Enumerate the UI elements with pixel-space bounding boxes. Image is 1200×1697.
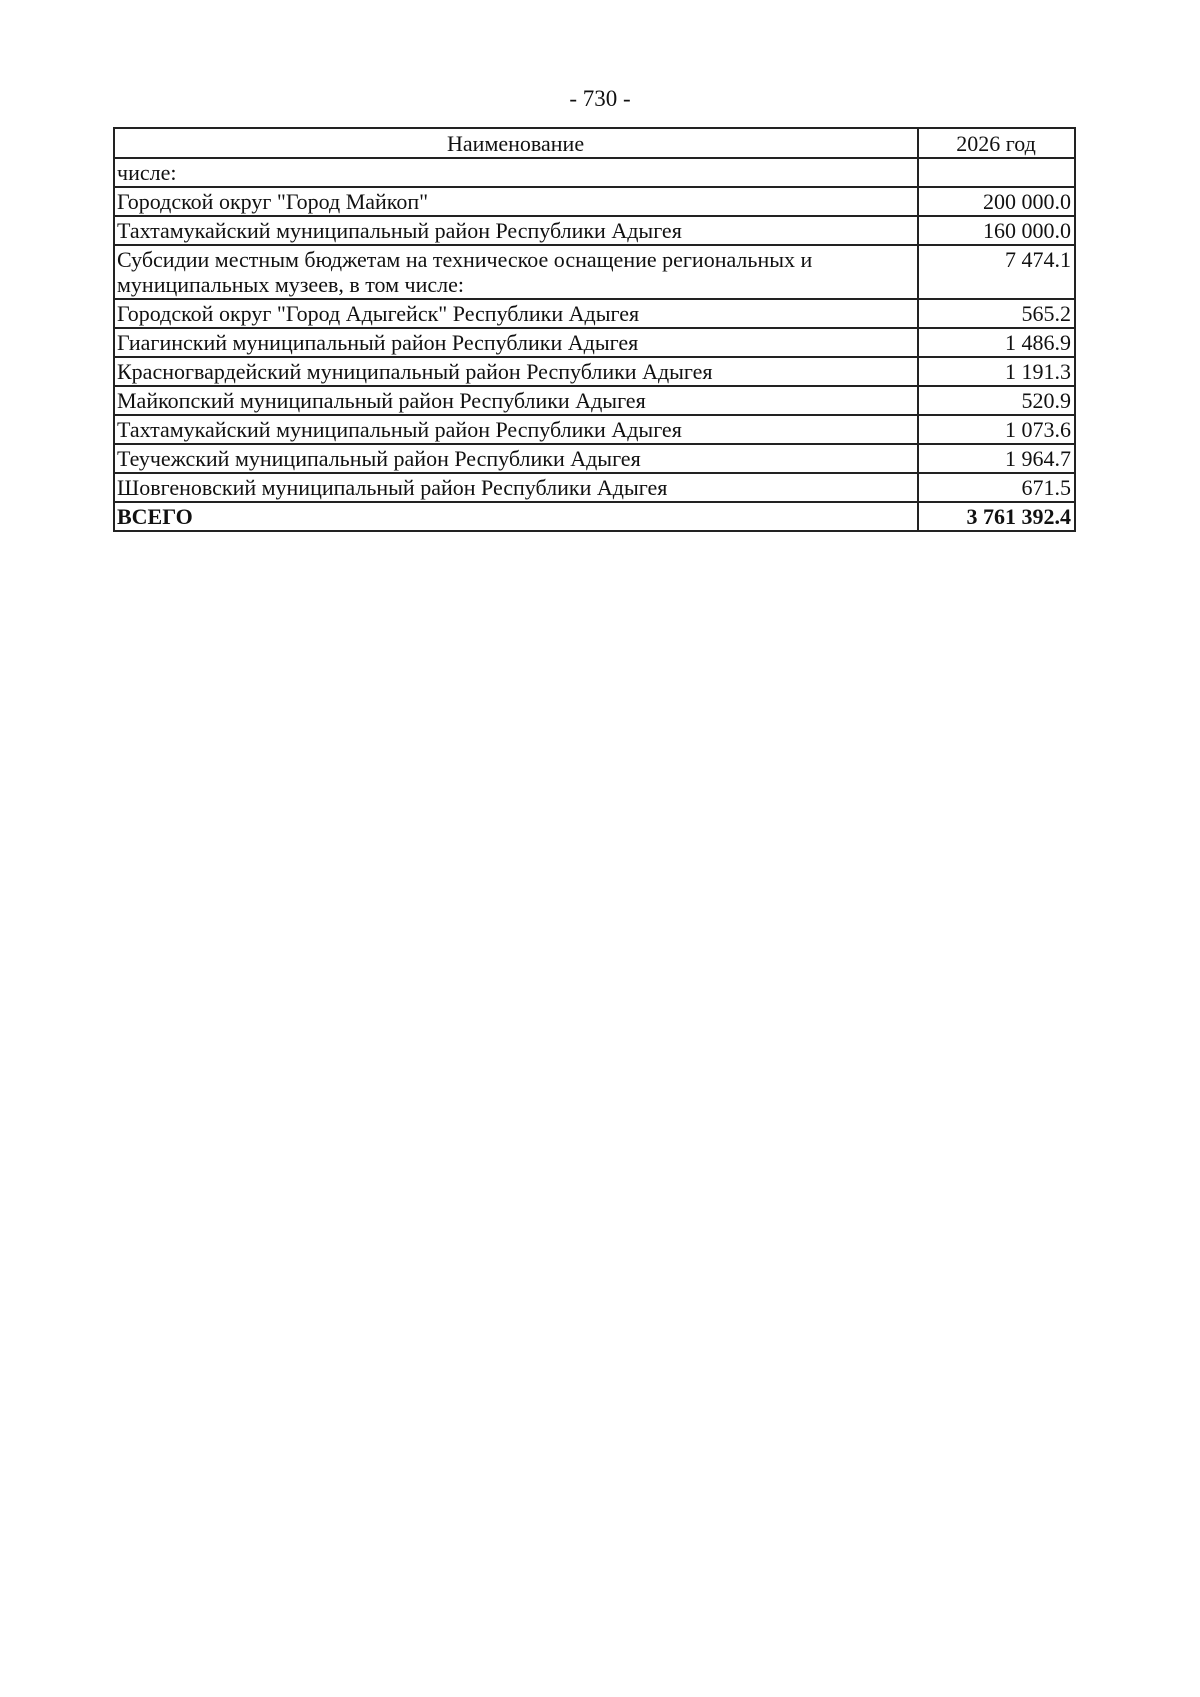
table-row xyxy=(114,444,1075,473)
row-name: числе: xyxy=(114,158,918,187)
table-row xyxy=(114,473,1075,502)
table-row xyxy=(114,245,1075,299)
row-name: Шовгеновский муниципальный район Республики Адыгея xyxy=(114,473,918,502)
row-value: 7 474.1 xyxy=(918,245,1075,299)
total-value: 3 761 392.4 xyxy=(918,502,1075,531)
table-row xyxy=(114,386,1075,415)
row-value: 1 964.7 xyxy=(918,444,1075,473)
row-value: 520.9 xyxy=(918,386,1075,415)
header-year: 2026 год xyxy=(918,128,1075,158)
total-row xyxy=(114,502,1075,531)
row-name: Теучежский муниципальный район Республики Адыгея xyxy=(114,444,918,473)
budget-table xyxy=(113,127,1076,532)
table-row xyxy=(114,357,1075,386)
table-row xyxy=(114,187,1075,216)
row-name: Субсидии местным бюджетам на техническое оснащение региональных и муниципальных музеев, в том числе: xyxy=(114,245,918,299)
total-label: ВСЕГО xyxy=(114,502,918,531)
row-value: 1 073.6 xyxy=(918,415,1075,444)
page-number: - 730 - xyxy=(569,86,631,111)
row-value: 1 191.3 xyxy=(918,357,1075,386)
table-header-row xyxy=(114,128,1075,158)
table-row xyxy=(114,328,1075,357)
row-name: Красногвардейский муниципальный район Республики Адыгея xyxy=(114,357,918,386)
row-value: 1 486.9 xyxy=(918,328,1075,357)
row-name: Городской округ "Город Адыгейск" Республики Адыгея xyxy=(114,299,918,328)
row-name: Майкопский муниципальный район Республики Адыгея xyxy=(114,386,918,415)
row-value: 200 000.0 xyxy=(918,187,1075,216)
table-row xyxy=(114,158,1075,187)
header-name: Наименование xyxy=(114,128,918,158)
row-value: 565.2 xyxy=(918,299,1075,328)
row-value: 671.5 xyxy=(918,473,1075,502)
table-row xyxy=(114,299,1075,328)
row-name: Тахтамукайский муниципальный район Республики Адыгея xyxy=(114,415,918,444)
row-name: Гиагинский муниципальный район Республики Адыгея xyxy=(114,328,918,357)
table-row xyxy=(114,216,1075,245)
row-value: 160 000.0 xyxy=(918,216,1075,245)
table-row xyxy=(114,415,1075,444)
row-name: Тахтамукайский муниципальный район Республики Адыгея xyxy=(114,216,918,245)
row-value xyxy=(918,158,1075,187)
row-name: Городской округ "Город Майкоп" xyxy=(114,187,918,216)
